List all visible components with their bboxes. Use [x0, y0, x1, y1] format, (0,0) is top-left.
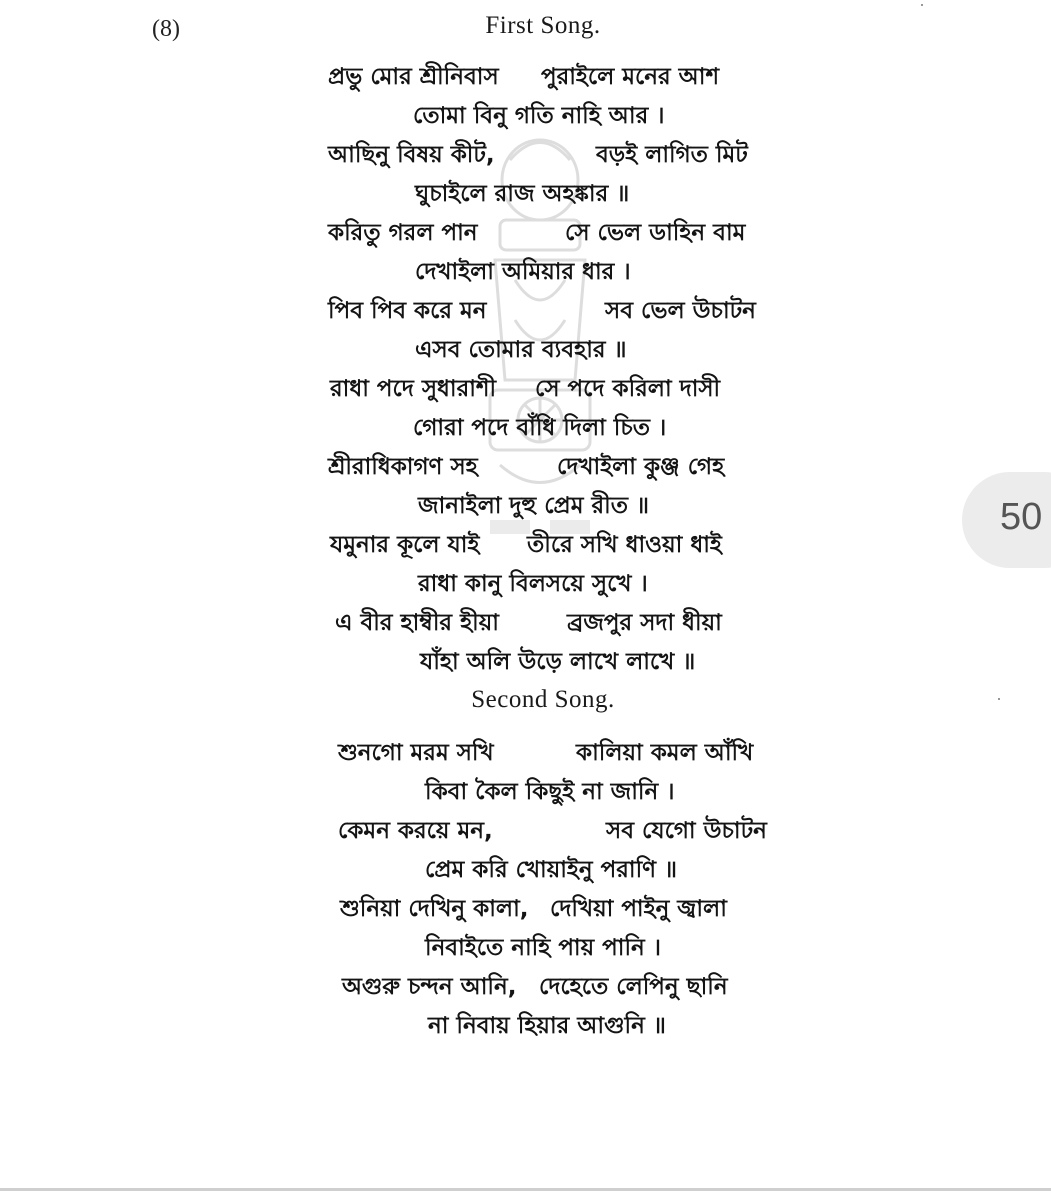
verse-segment: তীরে সখি ধাওয়া ধাই [527, 532, 722, 558]
verse-line [340, 890, 727, 929]
verse-segment: প্রেম করি খোয়াইনু পরাণি ॥ [425, 857, 678, 883]
verse-segment: রাধা কানু বিলসয়ে সুখে । [418, 571, 648, 597]
verse-segment: শুনিয়া দেখিনু কালা, [340, 896, 529, 922]
verse-segment: এ বীর হাম্বীর হীয়া [335, 610, 499, 636]
verse-segment: গোরা পদে বাঁধি দিলা চিত । [413, 415, 667, 441]
song-title-second: Second Song. [471, 686, 615, 713]
verse-segment: সে ভেল ডাহিন বাম [565, 220, 746, 246]
verse-line [415, 253, 631, 292]
verse-line [338, 734, 754, 773]
verse-segment: সব ভেল উচাটন [605, 298, 756, 324]
verse-line [415, 175, 629, 214]
verse-segment: ঘুচাইলে রাজ অহঙ্কার ॥ [415, 181, 630, 207]
verse-segment: সব যেগো উচাটন [606, 818, 767, 844]
verse-line [330, 526, 722, 565]
verse-segment: তোমা বিনু গতি নাহি আর । [413, 103, 665, 129]
verse-segment: দেখিয়া পাইনু জ্বালা [550, 896, 727, 922]
verse-line [425, 929, 661, 968]
verse-line [328, 58, 720, 97]
verse-line [335, 604, 722, 643]
verse-line [425, 851, 677, 890]
verse-line [418, 487, 649, 526]
verse-segment: নিবাইতে নাহি পায় পানি । [425, 935, 661, 961]
verse-line [428, 1007, 666, 1046]
verse-line [413, 409, 666, 448]
verse-line [330, 370, 721, 409]
verse-line [338, 812, 767, 851]
verse-line [328, 448, 725, 487]
verse-line [415, 331, 627, 370]
verse-segment: শুনগো মরম সখি [338, 740, 494, 766]
page-indicator-badge [962, 472, 1051, 568]
verse-segment: যাঁহা অলি উড়ে লাখে লাখে ॥ [420, 649, 696, 675]
verse-segment: কেমন করয়ে মন, [338, 818, 493, 844]
verse-segment: যমুনার কূলে যাই [330, 532, 480, 558]
verse-line [328, 292, 756, 331]
verse-segment: না নিবায় হিয়ার আগুনি ॥ [428, 1013, 666, 1039]
verse-segment: কালিয়া কমল আঁখি [576, 740, 754, 766]
verse-segment: দেখাইলা অমিয়ার ধার । [415, 259, 631, 285]
scan-speck [921, 4, 923, 6]
verse-line [425, 773, 674, 812]
verse-segment: এসব তোমার ব্যবহার ॥ [415, 337, 627, 363]
page-number: (8) [152, 16, 180, 42]
verse-segment: দেখাইলা কুঞ্জ গেহ [557, 454, 725, 480]
verse-line [328, 214, 746, 253]
verse-segment: প্রভু মোর শ্রীনিবাস [328, 64, 499, 90]
verse-segment: ব্রজপুর সদা ধীয়া [567, 610, 722, 636]
verse-line [342, 968, 728, 1007]
verse-segment: কিবা কৈল কিছুই না জানি । [425, 779, 675, 805]
page-indicator-number: 50 [1000, 496, 1043, 538]
verse-segment: পুরাইলে মনের আশ [541, 64, 720, 90]
verse-segment: দেহেতে লেপিনু ছানি [539, 974, 728, 1000]
verse-segment: করিতু গরল পান [328, 220, 478, 246]
verse-segment: শ্রীরাধিকাগণ সহ [328, 454, 478, 480]
verse-segment: আছিনু বিষয় কীট, [328, 142, 495, 168]
verse-segment: বড়ই লাগিত মিট [596, 142, 748, 168]
verse-line [328, 136, 748, 175]
verse-line [413, 97, 665, 136]
verse-segment: পিব পিব করে মন [328, 298, 487, 324]
verse-segment: সে পদে করিলা দাসী [535, 376, 721, 402]
verse-segment: অগুরু চন্দন আনি, [342, 974, 517, 1000]
verse-line [418, 565, 648, 604]
verse-line [420, 643, 695, 682]
verse-segment: রাধা পদে সুধারাশী [330, 376, 497, 402]
song-title-first: First Song. [485, 12, 601, 39]
verse-segment: জানাইলা দুহু প্রেম রীত ॥ [418, 493, 649, 519]
scan-speck [998, 698, 1000, 700]
